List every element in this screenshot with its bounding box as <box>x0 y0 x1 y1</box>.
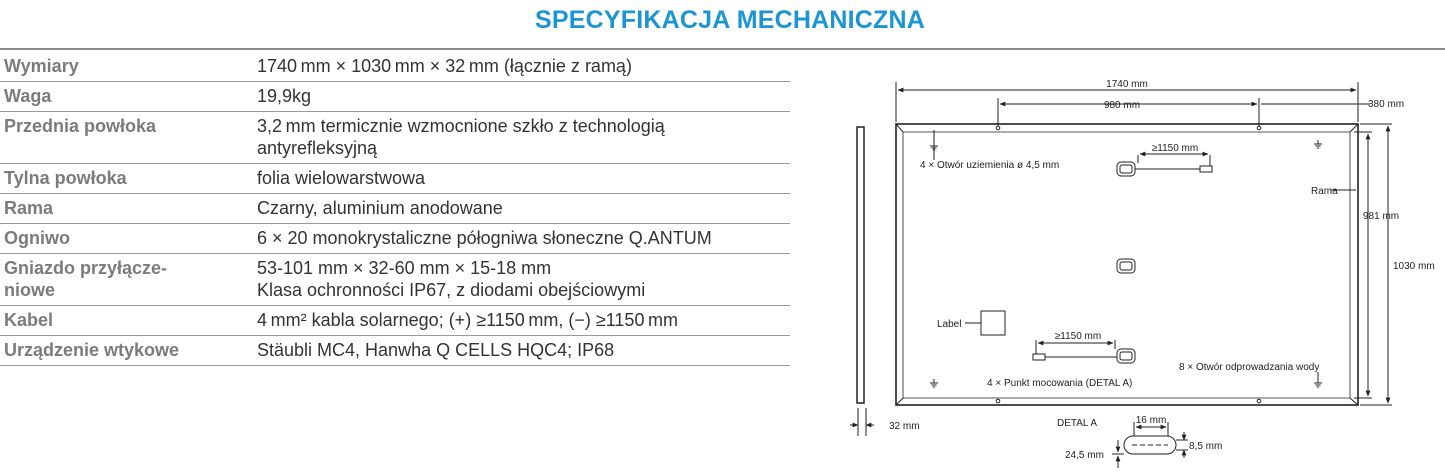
spec-label-line: Ogniwo <box>4 228 70 248</box>
spec-label-line: Rama <box>4 198 54 218</box>
dim-32: 32 mm <box>889 421 920 432</box>
spec-value <box>257 194 790 224</box>
spec-row <box>0 52 790 82</box>
spec-value-line: 19,9kg <box>257 86 312 106</box>
spec-value <box>257 254 790 306</box>
spec-value <box>257 82 790 112</box>
dim-1740: 1740 mm <box>1106 79 1148 90</box>
spec-row <box>0 164 790 194</box>
module-technical-drawing <box>845 60 1445 470</box>
dim-1150-top: ≥1150 mm <box>1151 143 1199 154</box>
dim-1150-bottom: ≥1150 mm <box>1054 331 1102 342</box>
spec-value-line: Czarny, aluminium anodowane <box>257 198 503 218</box>
spec-row <box>0 194 790 224</box>
spec-row <box>0 254 790 306</box>
spec-value <box>257 336 790 366</box>
spec-value-line: 4 mm² kabla solarnego; (+) ≥1150 mm, (−) ≥1150 mm <box>257 310 679 330</box>
spec-row <box>0 112 790 164</box>
page-title: SPECYFIKACJA MECHANICZNA <box>534 6 925 34</box>
spec-value-line: folia wielowarstwowa <box>257 168 426 188</box>
spec-value <box>257 224 790 254</box>
dim-24-5: 24,5 mm <box>1065 450 1104 461</box>
spec-label-line: Gniazdo przyłącze- <box>4 258 168 278</box>
spec-label-line: Kabel <box>4 310 54 330</box>
spec-label <box>0 112 257 164</box>
spec-row <box>0 82 790 112</box>
spec-label <box>0 52 257 82</box>
spec-label-line: Urządzenie wtykowe <box>4 340 180 360</box>
spec-value <box>257 306 790 336</box>
spec-row <box>0 224 790 254</box>
side-profile <box>857 127 864 403</box>
spec-label <box>0 306 257 336</box>
spec-table <box>0 52 790 366</box>
spec-value <box>257 52 790 82</box>
spec-value <box>257 112 790 164</box>
dim-1030: 1030 mm <box>1393 261 1435 272</box>
spec-label <box>0 194 257 224</box>
spec-label <box>0 336 257 366</box>
spec-label-line: niowe <box>4 280 56 300</box>
dim-16: 16 mm <box>1135 415 1167 426</box>
dim-8-5: 8,5 mm <box>1189 441 1223 452</box>
dim-980: 980 mm <box>1103 100 1141 111</box>
spec-label <box>0 224 257 254</box>
spec-value-line: antyrefleksyjną <box>257 138 378 158</box>
spec-label-line: Przednia powłoka <box>4 116 157 136</box>
spec-label <box>0 164 257 194</box>
spec-value <box>257 164 790 194</box>
spec-value-line: 53-101 mm × 32-60 mm × 15-18 mm <box>257 258 552 278</box>
dim-981: 981 mm <box>1363 211 1400 222</box>
mounting-points-label: 4 × Punkt mocowania (DETAL A) <box>987 378 1133 389</box>
spec-label-line: Tylna powłoka <box>4 168 127 188</box>
spec-value-line: 3,2 mm termicznie wzmocnione szkło z technologią <box>257 116 665 136</box>
drain-holes-label: 8 × Otwór odprowadzania wody <box>1179 362 1320 373</box>
frame-label: Rama <box>1311 186 1338 197</box>
spec-label <box>0 254 257 306</box>
grounding-holes-label: 4 × Otwór uziemienia ø 4,5 mm <box>920 160 1060 171</box>
spec-value-line: Klasa ochronności IP67, z diodami obejściowymi <box>257 280 646 300</box>
spec-row <box>0 306 790 336</box>
spec-label <box>0 82 257 112</box>
spec-label-line: Waga <box>4 86 52 106</box>
dim-380: 380 mm <box>1368 99 1405 110</box>
spec-label-line: Wymiary <box>4 56 79 76</box>
spec-value-line: 6 × 20 monokrystaliczne półogniwa słoneczne Q.ANTUM <box>257 228 712 248</box>
spec-value-line: 1740 mm × 1030 mm × 32 mm (łącznie z ramą) <box>257 56 632 76</box>
spec-row <box>0 336 790 366</box>
detail-a-label: DETAL A <box>1057 418 1098 429</box>
header-rule <box>0 48 1445 50</box>
label-text: Label <box>937 319 962 330</box>
spec-value-line: Stäubli MC4, Hanwha Q CELLS HQC4; IP68 <box>257 340 615 360</box>
